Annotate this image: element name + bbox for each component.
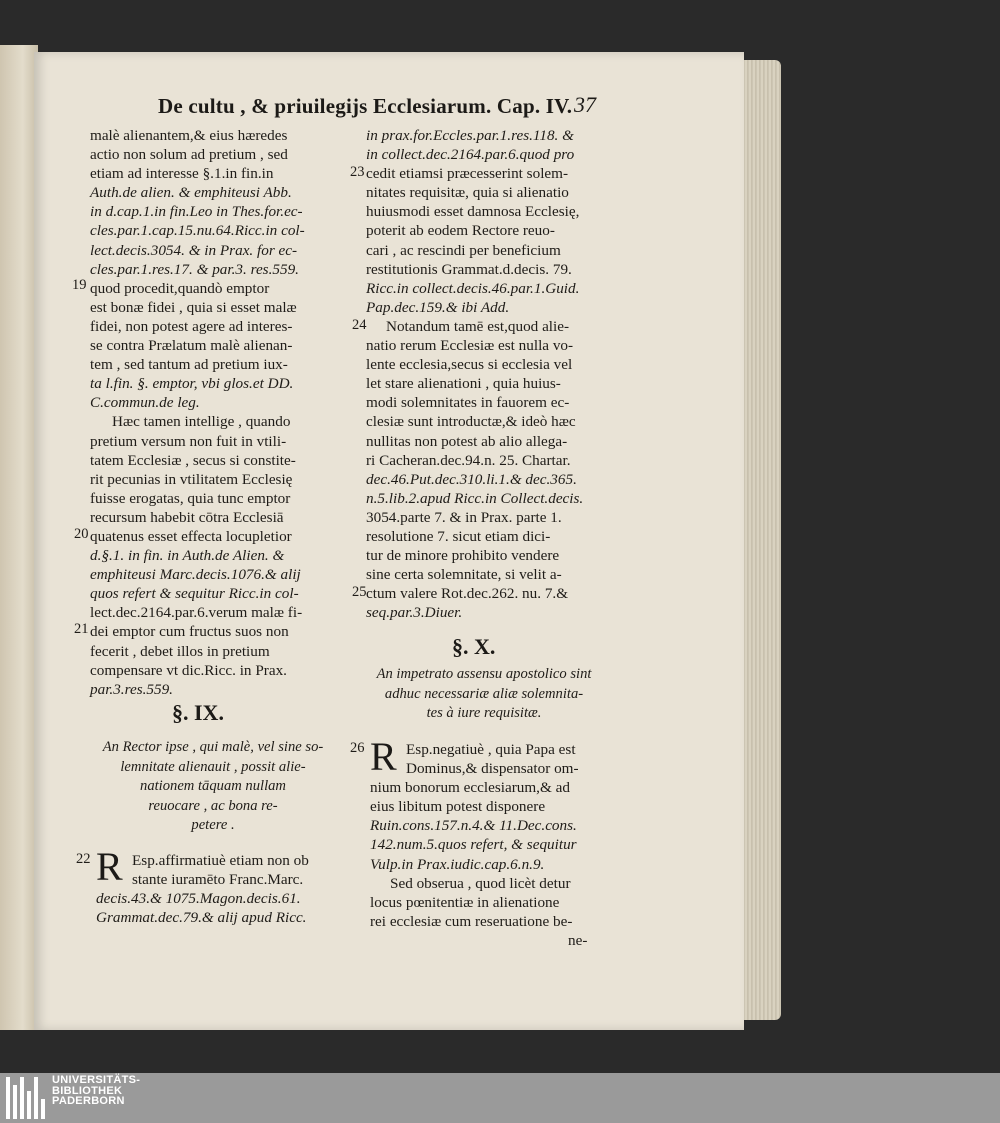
running-head: De cultu , & priuilegijs Ecclesiarum. Cap. IV.: [158, 94, 573, 118]
text-line: in d.cap.1.in fin.Leo in Thes.for.ec-: [90, 203, 303, 221]
text-line: cles.par.1.res.17. & par.3. res.559.: [90, 260, 299, 278]
text-line: Esp.negatiuè , quia Papa est: [406, 741, 576, 758]
margin-number: 21: [74, 621, 89, 637]
rubric-line: petere .: [191, 817, 235, 834]
rubric-line: An impetrato assensu apostolico sint: [376, 666, 592, 682]
text-line: ne-: [568, 931, 588, 949]
rubric-line: adhuc necessariæ aliæ solemnita-: [384, 685, 584, 702]
text-line: tur de minore prohibito vendere: [366, 547, 560, 565]
text-line: lect.decis.3054. & in Prax. for ec-: [90, 241, 298, 259]
text-line: huiusmodi esset damnosa Ecclesię,: [366, 203, 580, 221]
text-line: eius libitum potest disponere: [370, 798, 546, 816]
margin-number: 22: [76, 851, 91, 867]
text-line: natio rerum Ecclesiæ est nulla vo-: [366, 337, 574, 355]
previous-page-edge: [0, 45, 38, 1030]
text-line: dei emptor cum fructus suos non: [90, 623, 289, 641]
text-line: se contra Prælatum malè alienan-: [90, 337, 293, 355]
text-line: fuisse erogatas, quia tunc emptor: [90, 489, 291, 507]
section-heading: §. X.: [452, 634, 496, 659]
text-line: cedit etiamsi præcesserint solem-: [366, 165, 569, 183]
section-rubric: [348, 665, 620, 724]
rubric-line: lemnitate alienauit , possit alie-: [120, 758, 306, 775]
text-line: let stare alienationi , quia huius-: [366, 375, 561, 393]
text-line: nullitas non potest ab alio allega-: [366, 432, 568, 450]
text-line: cles.par.1.cap.15.nu.64.Ricc.in col-: [90, 222, 305, 240]
section-ix-text: [96, 851, 351, 927]
logo-line: PADERBORN: [52, 1095, 125, 1107]
text-line: pretium versum non fuit in vtili-: [90, 432, 287, 450]
rubric-line: reuocare , ac bona re-: [148, 797, 278, 814]
rubric-line: tes à iure requisitæ.: [426, 705, 542, 722]
section-heading: §. IX.: [172, 700, 224, 725]
text-line: n.5.lib.2.apud Ricc.in Collect.decis.: [366, 489, 584, 507]
margin-number: 24: [352, 317, 367, 333]
text-line: rit pecunias in vtilitatem Ecclesię: [90, 470, 293, 488]
text-line: modi solemnitates in fauorem ec-: [366, 394, 570, 412]
drop-capital: R: [370, 734, 397, 779]
rubric-line: nationem tāquam nullam: [140, 778, 286, 795]
right-column: [366, 126, 621, 622]
text-line: est bonæ fidei , quia si esset malæ: [90, 298, 297, 316]
text-line: 142.num.5.quos refert, & sequitur: [370, 836, 577, 854]
text-line: decis.43.& 1075.Magon.decis.61.: [96, 890, 301, 908]
text-line: tem , sed tantum ad pretium iux-: [90, 356, 288, 374]
text-line: Dominus,& dispensator om-: [406, 760, 579, 778]
text-line: nitates requisitæ, quia si alienatio: [366, 184, 569, 202]
text-line: lect.dec.2164.par.6.verum malæ fi-: [90, 604, 303, 622]
text-line: compensare vt dic.Ricc. in Prax.: [90, 661, 287, 679]
text-line: Vulp.in Prax.iudic.cap.6.n.9.: [370, 855, 545, 873]
text-line: quos refert & sequitur Ricc.in col-: [90, 585, 299, 603]
margin-number: 26: [350, 740, 365, 756]
text-line: in collect.dec.2164.par.6.quod pro: [366, 146, 575, 164]
library-logo-text: [52, 1075, 140, 1107]
text-line: quatenus esset effecta locupletior: [90, 527, 292, 545]
drop-capital: R: [96, 844, 123, 889]
margin-number: 23: [350, 164, 365, 180]
text-line: resolutione 7. sicut etiam dici-: [366, 527, 551, 545]
text-line: in prax.for.Eccles.par.1.res.118. &: [366, 127, 574, 144]
logo-line: BIBLIOTHEK: [52, 1084, 123, 1097]
text-line: Ruin.cons.157.n.4.& 11.Dec.cons.: [370, 817, 577, 835]
text-line: Auth.de alien. & emphiteusi Abb.: [90, 184, 292, 202]
text-line: Sed obserua , quod licèt detur: [390, 874, 571, 892]
section-x-text: [370, 740, 625, 950]
margin-number: 19: [72, 277, 87, 293]
text-line: par.3.res.559.: [90, 680, 173, 698]
text-line: quod procedit,quandò emptor: [90, 279, 270, 297]
text-line: poterit ab eodem Rectore reuo-: [366, 222, 555, 240]
logo-line: UNIVERSITÄTS-: [52, 1074, 141, 1086]
text-line: 3054.parte 7. & in Prax. parte 1.: [366, 508, 562, 526]
text-line: Ricc.in collect.decis.46.par.1.Guid.: [366, 279, 580, 297]
footer-bar: [0, 1073, 1000, 1123]
page-number: 37: [574, 92, 596, 117]
text-line: ri Cacheran.dec.94.n. 25. Chartar.: [366, 451, 571, 469]
text-line: lente ecclesia,secus si ecclesia vel: [366, 356, 573, 374]
rubric-line: An Rector ipse , qui malè, vel sine so-: [102, 739, 324, 755]
left-column: [90, 126, 345, 699]
text-line: restitutionis Grammat.d.decis. 79.: [366, 260, 572, 278]
text-line: fecerit , debet illos in pretium: [90, 642, 270, 660]
text-line: Notandum tamē est,quod alie-: [386, 317, 570, 335]
text-line: malè alienantem,& eius hæredes: [90, 127, 288, 144]
text-line: Pap.dec.159.& ibi Add.: [366, 298, 510, 316]
text-line: etiam ad interesse §.1.in fin.in: [90, 165, 274, 183]
section-rubric: [78, 738, 348, 836]
text-line: clesiæ sunt introductæ,& ideò hæc: [366, 413, 576, 431]
text-line: locus pœnitentiæ in alienatione: [370, 893, 560, 911]
margin-number: 20: [74, 526, 89, 542]
text-line: d.§.1. in fin. in Auth.de Alien. &: [90, 547, 285, 565]
text-line: Esp.affirmatiuè etiam non ob: [132, 852, 309, 869]
text-line: rei ecclesiæ cum reseruatione be-: [370, 912, 573, 930]
text-line: ctum valere Rot.dec.262. nu. 7.&: [366, 585, 569, 603]
text-line: sine certa solemnitate, si velit a-: [366, 566, 562, 584]
text-line: emphiteusi Marc.decis.1076.& alij: [90, 566, 301, 584]
text-line: Hæc tamen intellige , quando: [112, 413, 291, 431]
text-line: recursum habebit cōtra Ecclesiā: [90, 508, 284, 526]
text-line: ta l.fin. §. emptor, vbi glos.et DD.: [90, 375, 294, 393]
text-line: Grammat.dec.79.& alij apud Ricc.: [96, 909, 307, 927]
text-line: seq.par.3.Diuer.: [366, 604, 463, 622]
text-line: tatem Ecclesiæ , secus si constite-: [90, 451, 296, 469]
text-line: fidei, non potest agere ad interes-: [90, 317, 293, 335]
text-line: stante iuramēto Franc.Marc.: [132, 871, 304, 889]
text-line: cari , ac rescindi per beneficium: [366, 241, 561, 259]
text-line: nium bonorum ecclesiarum,& ad: [370, 779, 570, 797]
text-line: dec.46.Put.dec.310.li.1.& dec.365.: [366, 470, 577, 488]
text-line: actio non solum ad pretium , sed: [90, 146, 288, 164]
text-line: C.commun.de leg.: [90, 394, 200, 412]
margin-number: 25: [352, 584, 367, 600]
library-logo-icon: [6, 1077, 46, 1119]
